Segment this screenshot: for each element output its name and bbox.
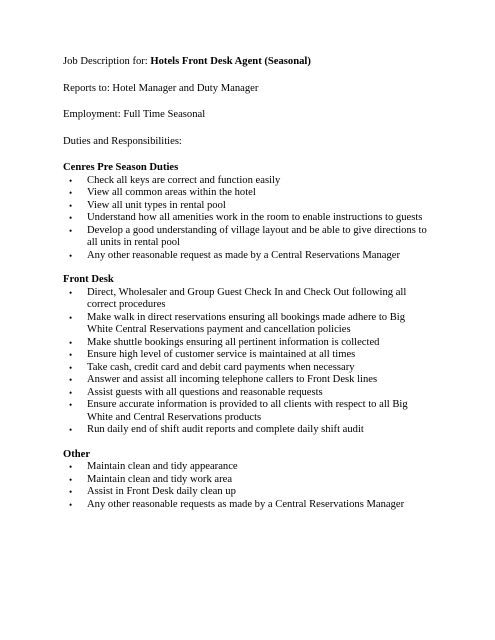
reports-to-line: Reports to: Hotel Manager and Duty Manager: [63, 82, 259, 94]
list-item: • Maintain clean and tidy appearance: [69, 461, 238, 472]
bullet-icon: •: [69, 487, 73, 497]
list-item: • View all unit types in rental pool: [69, 199, 226, 211]
section-title: Front Desk: [63, 274, 114, 285]
bullet-icon: •: [69, 213, 73, 223]
list-item: • View all common areas within the hotel: [69, 187, 256, 198]
document-page: [63, 56, 433, 511]
list-item: • Assist in Front Desk daily clean up: [69, 486, 236, 497]
bullet-icon: •: [69, 225, 73, 236]
section-title: Cenres Pre Season Duties: [63, 162, 179, 173]
list-item: • Understand how all amenities work in the room to enable instructions to guests: [69, 212, 423, 223]
list-item: • Ensure accurate information is provided to all clients with respect to all Big White and Central Reservations products: [69, 399, 408, 423]
bullet-icon: •: [69, 188, 73, 198]
section-title: Other: [63, 448, 91, 460]
bullet-icon: •: [69, 387, 73, 398]
list-item: • Take cash, credit card and debit card payments when necessary: [69, 361, 355, 373]
bullet-list: [63, 461, 433, 511]
bullet-icon: •: [69, 499, 73, 510]
list-item: • Assist guests with all questions and reasonable requests: [69, 386, 323, 398]
list-item: • Check all keys are correct and function easily: [69, 174, 281, 186]
bullet-icon: •: [69, 400, 73, 410]
bullet-icon: •: [69, 200, 73, 211]
job-title: Hotels Front Desk Agent (Seasonal): [150, 56, 311, 67]
section-front-desk: [63, 274, 433, 437]
bullet-icon: •: [69, 425, 73, 435]
list-item: • Answer and assist all incoming telephone callers to Front Desk lines: [69, 374, 378, 385]
duties-heading: Duties and Responsibilities:: [63, 135, 182, 147]
bullet-icon: •: [69, 337, 73, 348]
list-item: • Any other reasonable request as made by a Central Reservations Manager: [69, 249, 400, 261]
bullet-icon: •: [69, 474, 73, 485]
bullet-icon: •: [69, 350, 73, 360]
bullet-icon: •: [69, 312, 73, 323]
bullet-icon: •: [69, 287, 73, 298]
bullet-icon: •: [69, 362, 73, 373]
list-item: • Maintain clean and tidy work area: [69, 473, 233, 485]
job-description-line: [63, 56, 433, 69]
section-other: [63, 449, 433, 512]
employment-line: Employment: Full Time Seasonal: [63, 109, 206, 120]
bullet-list: [63, 287, 433, 437]
list-item: • Ensure high level of customer service is maintained at all times: [69, 349, 356, 360]
list-item: • Run daily end of shift audit reports and complete daily shift audit: [69, 424, 364, 435]
bullet-icon: •: [69, 462, 73, 472]
section-pre-season: [63, 162, 433, 262]
list-item: • Direct, Wholesaler and Group Guest Check In and Check Out following all correct procedures: [69, 286, 407, 310]
bullet-icon: •: [69, 375, 73, 385]
bullet-list: [63, 175, 433, 263]
job-prefix: Job Description for:: [63, 56, 151, 67]
list-item: • Make shuttle bookings ensuring all pertinent information is collected: [69, 336, 380, 348]
list-item: • Develop a good understanding of village layout and be able to give directions to all units in rental pool: [69, 224, 427, 248]
bullet-icon: •: [69, 250, 73, 261]
list-item: • Make walk in direct reservations ensuring all bookings made adhere to Big White Central Reservations payment and cancellation policies: [69, 311, 406, 335]
list-item: • Any other reasonable requests as made by a Central Reservations Manager: [69, 498, 405, 510]
bullet-icon: •: [69, 175, 73, 186]
